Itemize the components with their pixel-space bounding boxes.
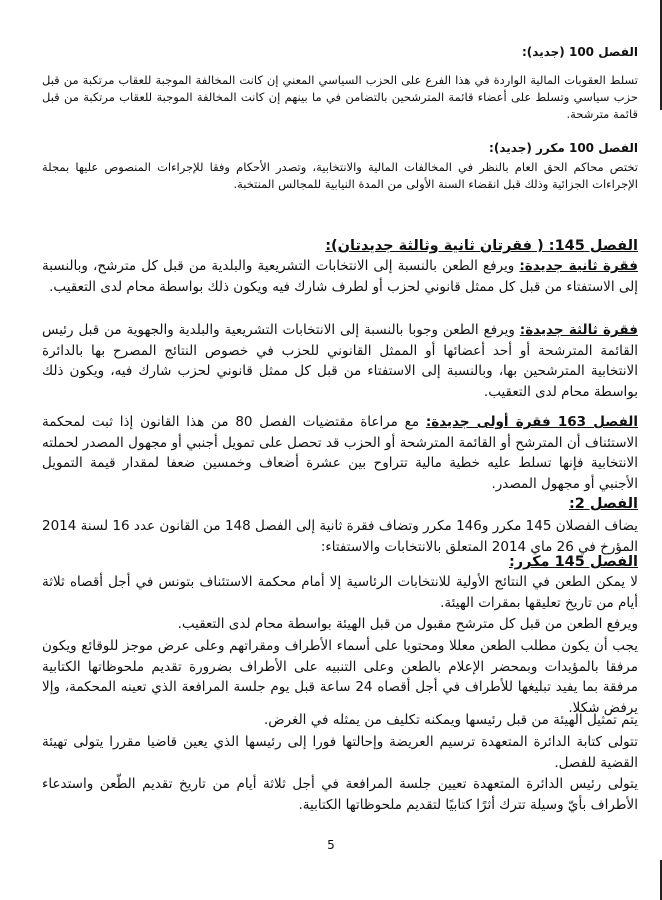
paragraph-145-bis-2: ويرفع الطعن من قبل كل مترشح مقبول من قبل الهيئة بواسطة محام لدى التعقيب.: [177, 616, 638, 632]
label-third-paragraph: فقرة ثالثة جديدة:: [519, 322, 638, 338]
paragraph-145-bis-6: يتولى رئيس الدائرة المتعهدة تعيين جلسة المرافعة في أجل ثلاثة أيام من تاريخ تقديم الطّعن واستدعاء الأطراف بأيّ وسيلة تترك أثرًا كتابيًا لتقديم ملحوظاتها الكتابية.: [42, 776, 638, 813]
text-third-paragraph: ويرفع الطعن وجوبا بالنسبة إلى الانتخابات التشريعية والبلدية والجهوية من قبل رئيس القائمة المترشحة أو أحد أعضائها أو الممثل القانوني للحزب في خصوص النتائج المصرح بها بالدائرة الانتخابية المترشحين بها، وبالنسبة إلى الاستفتاء من قبل كل ممثل قانوني لحزب شارك فيه، ويكون ذلك بواسطة محام لدى التعقيب.: [42, 322, 638, 400]
text-second-paragraph: ويرفع الطعن بالنسبة إلى الانتخابات التشريعية والبلدية من قبل كل مترشح، وبالنسبة إلى الاستفتاء من قبل كل ممثل قانوني لحزب أو لطرف شارك فيه ويكون ذلك بواسطة محام لدى التعقيب.: [42, 258, 638, 295]
paragraph-article-100-bis: تختص محاكم الحق العام بالنظر في المخالفات المالية والانتخابية، وتصدر الأحكام وفقا للإجراءات المنصوص عليها بمجلة الإجراءات الجزائية وذلك قبل انقضاء السنة الأولى من المدة النيابية للمجالس المنتخبة.: [42, 160, 638, 191]
label-second-paragraph: فقرة ثانية جديدة:: [519, 258, 638, 274]
paragraph-145-second: [42, 256, 638, 297]
page-number: 5: [327, 838, 335, 852]
heading-article-100-bis: الفصل 100 مكرر (جديد):: [489, 141, 638, 155]
heading-article-2: الفصل 2:: [568, 496, 638, 512]
paragraph-article-2: يضاف الفصلان 145 مكرر و146 مكرر وتضاف فقرة ثانية إلى الفصل 148 من القانون عدد 16 لسنة 2014 المؤرخ في 26 ماي 2014 المتعلق بالانتخابات والاستفتاء:: [42, 518, 638, 555]
paragraph-article-100: تسلط العقوبات المالية الواردة في هذا الفرع على الحزب السياسي المعني إن كانت المخالفة الموجبة للعقاب مرتكبة من قبل حزب سياسي وتسلط على أعضاء قائمة المترشحين بالتضامن في ما بينهم إن كانت المخالفة الموجبة للعقاب مرتكبة من قبل قائمة مترشحة.: [42, 73, 638, 121]
heading-article-145: الفصل 145: ( فقرتان ثانية وثالثة جديدتان):: [325, 238, 638, 254]
paragraph-article-163: [42, 412, 638, 494]
heading-article-100: الفصل 100 (جديد):: [522, 45, 638, 59]
paragraph-145-bis-3: يجب أن يكون مطلب الطعن معللا ومحتويا على أسماء الأطراف ومقراتهم وعلى عرض موجز للوقائع ويكون مرفقا بالمؤيدات وبمحضر الإعلام بالطعن وعلى التنبيه على الأطراف بضرورة تقديم ملحوظاتها الكتابية مرفقة بما يفيد تبليغها للأطراف في أجل أقصاه 24 ساعة قبل يوم جلسة المرافعة الذي تعينه المحكمة، وإلا يرفض شكلا.: [42, 638, 639, 716]
paragraph-145-bis-1: لا يمكن الطعن في النتائج الأولية للانتخابات الرئاسية إلا أمام محكمة الاستئناف بتونس في أجل أقصاه ثلاثة أيام من تاريخ تعليقها بمقرات الهيئة.: [42, 574, 638, 611]
label-article-163: الفصل 163 فقرة أولى جديدة:: [425, 414, 638, 430]
paragraph-145-bis-4: يتم تمثيل الهيئة من قبل رئيسها ويمكنه تكليف من يمثله في الغرض.: [264, 712, 638, 728]
heading-article-145-bis: الفصل 145 مكرر:: [508, 554, 638, 570]
paragraph-145-bis-5: تتولى كتابة الدائرة المتعهدة ترسيم العريضة وإحالتها فورا إلى رئيسها الذي يعين قاضيا مقررا يتولى تهيئة القضية للفصل.: [42, 734, 638, 771]
paragraph-145-third: [42, 320, 638, 402]
text-article-163: مع مراعاة مقتضيات الفصل 80 من هذا القانون إذا ثبت لمحكمة الاستئناف أن المترشح أو القائمة المترشحة أو الحزب قد تحصل على تمويل أجنبي أو مجهول المصدر لحملته الانتخابية فإنها تسلط عليه خطية مالية تتراوح بين عشرة أضعاف وخمسين ضعفا لمقدار قيمة التمويل الأجنبي أو مجهول المصدر.: [42, 414, 638, 492]
